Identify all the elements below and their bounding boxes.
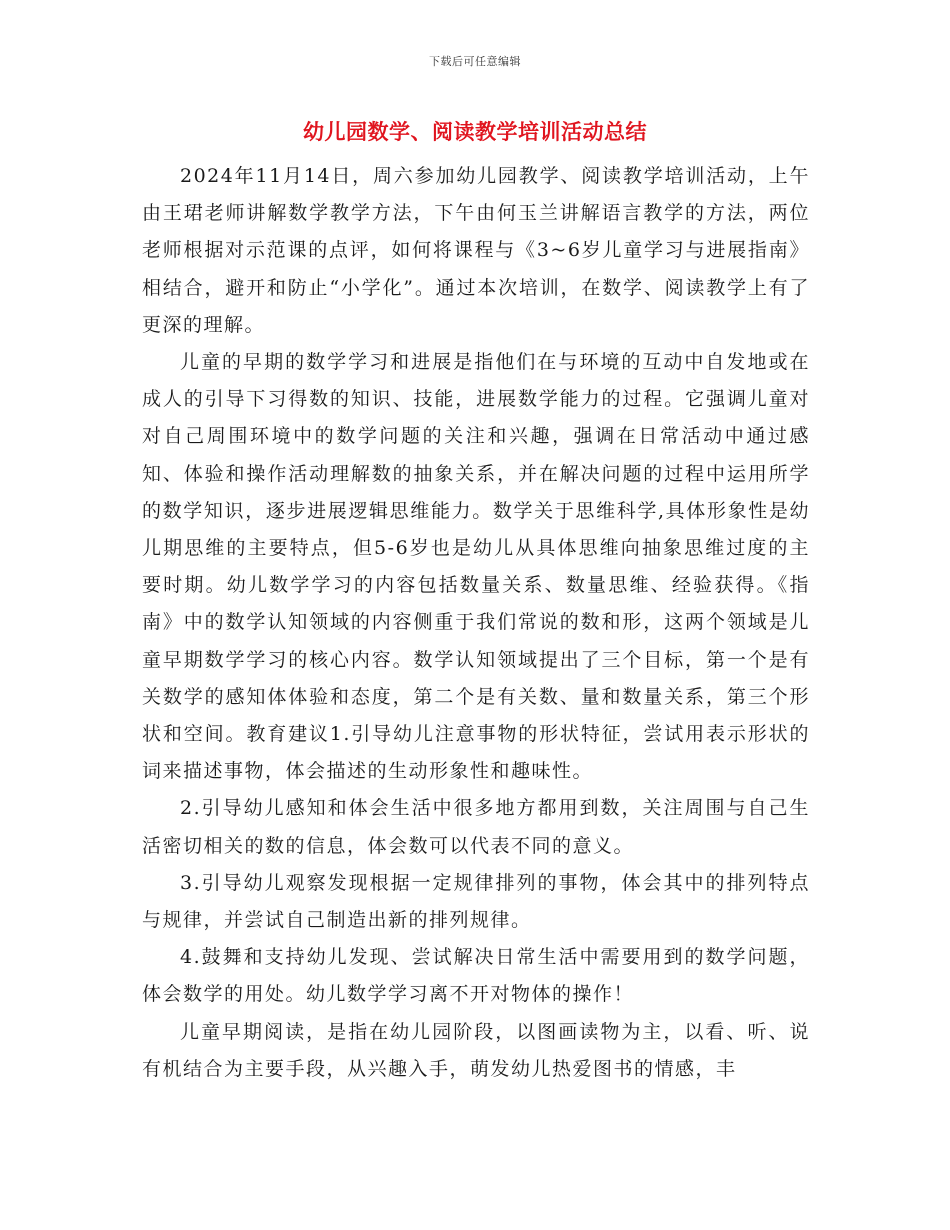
paragraph: 2024年11月14日，周六参加幼儿园教学、阅读教学培训活动，上午由王珺老师讲解数学教学方法，下午由何玉兰讲解语言教学的方法，两位老师根据对示范课的点评，如何将课程与《3~6岁儿童学习与进展指南》相结合，避开和防止“小学化”。通过本次培训，在数学、阅读教学上有了更深的理解。 (142, 165, 810, 336)
paragraph: 2.引导幼儿感知和体会生活中很多地方都用到数，关注周围与自己生活密切相关的数的信息，体会数可以代表不同的意义。 (142, 797, 810, 857)
paragraph: 儿童的早期的数学学习和进展是指他们在与环境的互动中自发地或在成人的引导下习得数的知识、技能，进展数学能力的过程。它强调儿童对对自己周围环境中的数学问题的关注和兴趣，强调在日常活动中通过感知、体验和操作活动理解数的抽象关系，并在解决问题的过程中运用所学的数学知识，逐步进展逻辑思维能力。数学关于思维科学,具体形象性是幼儿期思维的主要特点，但5-6岁也是幼儿从具体思维向抽象思维过度的主要时期。幼儿数学学习的内容包括数量关系、数量思维、经验获得。《指南》中的数学认知领域的内容侧重于我们常说的数和形，这两个领域是儿童早期数学学习的核心内容。数学认知领域提出了三个目标，第一个是有关数学的感知体体验和态度，第二个是有关数、量和数量关系，第三个形状和空间。教育建议1.引导幼儿注意事物的形状特征，尝试用表示形状的词来描述事物，体会描述的生动形象性和趣味性。 (142, 351, 810, 783)
document-body (142, 158, 810, 1088)
header-note: 下载后可任意编辑 (429, 55, 521, 68)
paragraph: 4.鼓舞和支持幼儿发现、尝试解决日常生活中需要用到的数学问题，体会数学的用处。幼儿数学学习离不开对物体的操作！ (142, 946, 810, 1006)
paragraph: 3.引导幼儿观察发现根据一定规律排列的事物，体会其中的排列特点与规律，并尝试自己制造出新的排列规律。 (142, 871, 810, 932)
document-title: 幼儿园数学、阅读教学培训活动总结 (303, 119, 647, 144)
paragraph: 儿童早期阅读，是指在幼儿园阶段，以图画读物为主，以看、听、说有机结合为主要手段，从兴趣入手，萌发幼儿热爱图书的情感，丰 (142, 1020, 810, 1080)
